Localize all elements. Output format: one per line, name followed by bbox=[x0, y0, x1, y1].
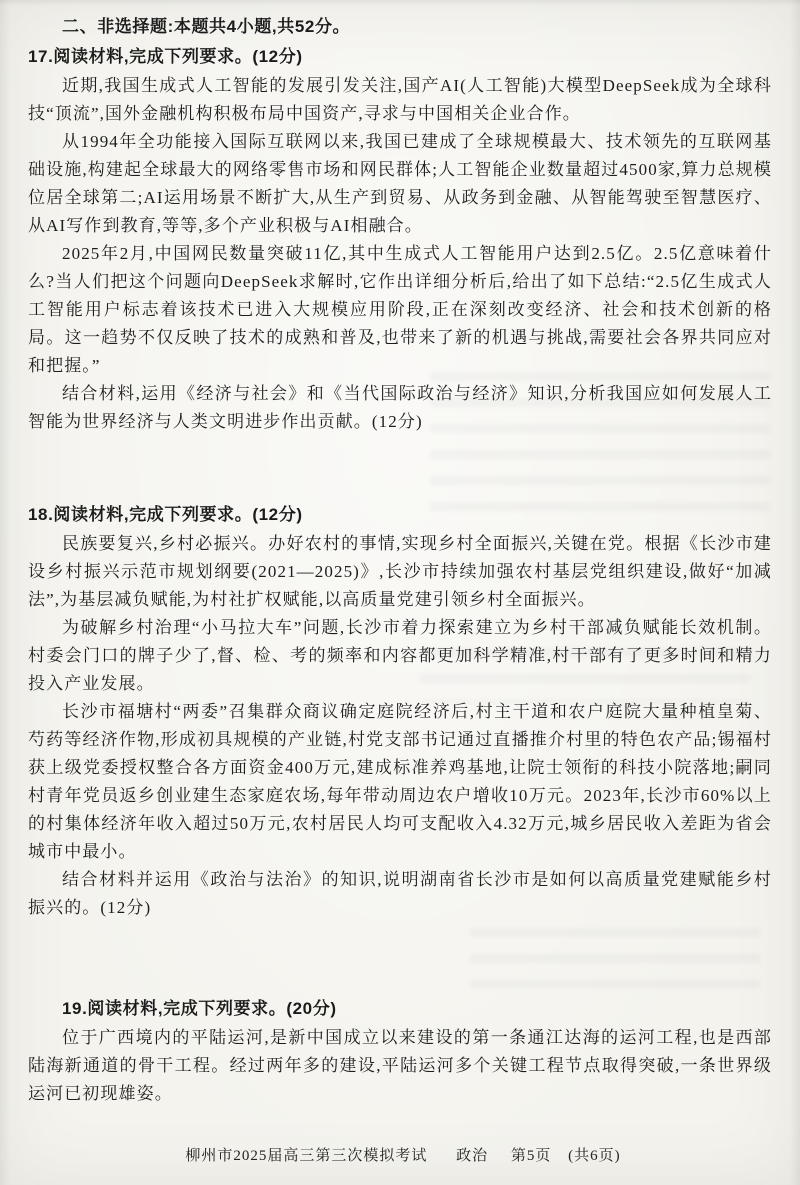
question-18-paragraph-2: 为破解乡村治理“小马拉大车”问题,长沙市着力探索建立为乡村干部减负赋能长效机制。村委会门口的牌子少了,督、检、考的频率和内容都更加科学精准,村干部有了更多时间和精力投入产业发展。 bbox=[28, 618, 772, 693]
section-header: 二、非选择题:本题共4小题,共52分。 bbox=[62, 17, 351, 36]
question-18 bbox=[28, 500, 772, 922]
question-19 bbox=[28, 994, 772, 1108]
question-17-paragraph-2: 从1994年全功能接入国际互联网以来,我国已建成了全球规模最大、技术领先的互联网基础设施,构建起全球最大的网络零售市场和网民群体;人工智能企业数量超过4500家,算力总规模位居全球第二;AI运用场景不断扩大,从生产到贸易、从政务到金融、从智能驾驶至智慧医疗、从AI写作到教育,等等,多个产业积极与AI相融合。 bbox=[28, 132, 772, 235]
page-footer bbox=[0, 1144, 800, 1165]
footer-subject: 政治 bbox=[456, 1148, 489, 1164]
question-19-title: 19.阅读材料,完成下列要求。(20分) bbox=[62, 999, 337, 1018]
question-18-title: 18.阅读材料,完成下列要求。(12分) bbox=[28, 505, 303, 524]
question-19-paragraph-1: 位于广西境内的平陆运河,是新中国成立以来建设的第一条通江达海的运河工程,也是西部陆海新通道的骨干工程。经过两年多的建设,平陆运河多个关键工程节点取得突破,一条世界级运河已初现雄姿。 bbox=[28, 1028, 772, 1103]
footer-exam-title: 柳州市2025届高三第三次模拟考试 bbox=[185, 1148, 428, 1164]
question-18-task: 结合材料并运用《政治与法治》的知识,说明湖南省长沙市是如何以高质量党建赋能乡村振兴的。(12分) bbox=[28, 870, 772, 917]
question-18-paragraph-1: 民族要复兴,乡村必振兴。办好农村的事情,实现乡村全面振兴,关键在党。根据《长沙市建设乡村振兴示范市规划纲要(2021—2025)》,长沙市持续加强农村基层党组织建设,做好“加减法”,为基层减负赋能,为村社扩权赋能,以高质量党建引领乡村全面振兴。 bbox=[28, 534, 772, 609]
question-17-paragraph-1: 近期,我国生成式人工智能的发展引发关注,国产AI(人工智能)大模型DeepSeek成为全球科技“顶流”,国外金融机构积极布局中国资产,寻求与中国相关企业合作。 bbox=[28, 76, 772, 123]
question-17-title: 17.阅读材料,完成下列要求。(12分) bbox=[28, 47, 303, 66]
question-18-paragraph-3: 长沙市福塘村“两委”召集群众商议确定庭院经济后,村主干道和农户庭院大量种植皇菊、芍药等经济作物,形成初具规模的产业链,村党支部书记通过直播推介村里的特色农产品;锡福村获上级党委授权整合各方面资金400万元,建成标准养鸡基地,让院士领衔的科技小院落地;嗣同村青年党员返乡创业建生态家庭农场,每年带动周边农户增收10万元。2023年,长沙市60%以上的村集体经济年收入超过50万元,农村居民人均可支配收入4.32万元,城乡居民收入差距为省会城市中最小。 bbox=[28, 702, 772, 861]
page-bleedthrough-bottom bbox=[470, 928, 760, 988]
question-17 bbox=[28, 42, 772, 436]
question-17-paragraph-3: 2025年2月,中国网民数量突破11亿,其中生成式人工智能用户达到2.5亿。2.5亿意味着什么?当人们把这个问题向DeepSeek求解时,它作出详细分析后,给出了如下总结:“2.5亿生成式人工智能用户标志着该技术已进入大规模应用阶段,正在深刻改变经济、社会和技术创新的格局。这一趋势不仅反映了技术的成熟和普及,也带来了新的机遇与挑战,需要社会各界共同应对和把握。” bbox=[28, 244, 772, 375]
question-17-task: 结合材料,运用《经济与社会》和《当代国际政治与经济》知识,分析我国应如何发展人工智能为世界经济与人类文明进步作出贡献。(12分) bbox=[28, 384, 772, 431]
footer-total-pages: (共6页) bbox=[568, 1148, 621, 1164]
footer-page-number: 第5页 bbox=[510, 1148, 552, 1164]
